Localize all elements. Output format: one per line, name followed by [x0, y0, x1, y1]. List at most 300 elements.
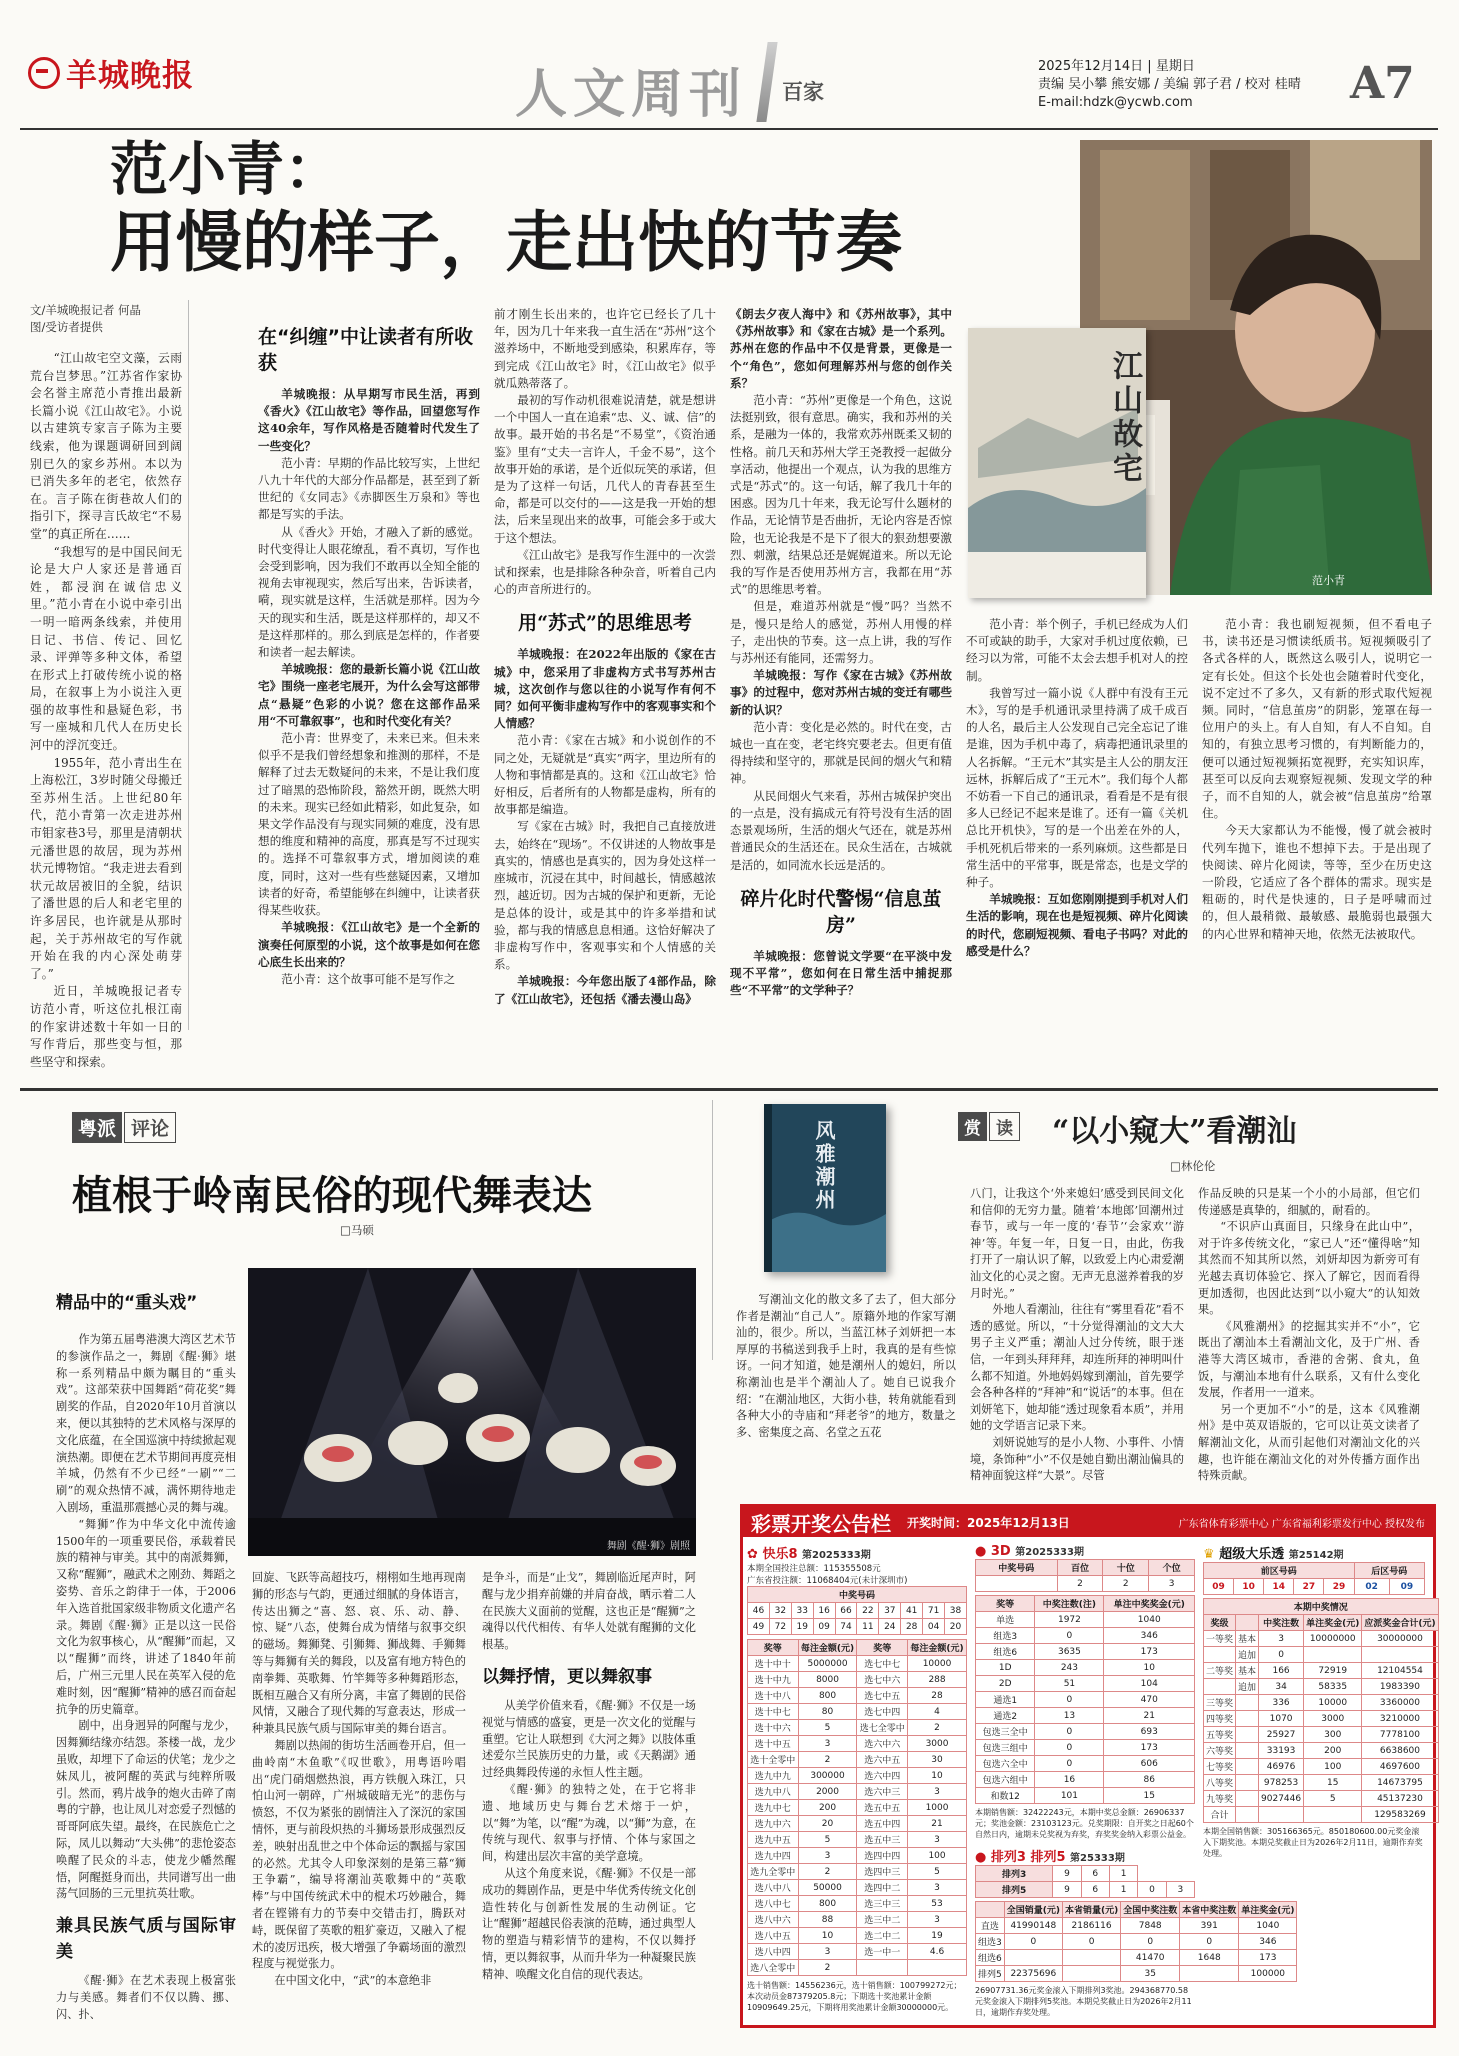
k8-prize-cell: 选五中五 — [857, 1800, 908, 1816]
k8-prize-cell: 4 — [908, 1704, 967, 1720]
k8-prize-cell: 53 — [908, 1896, 967, 1912]
d3-prize-cell: 173 — [1104, 1740, 1195, 1756]
k8-prize-cell: 3 — [908, 1912, 967, 1928]
p3-prize-cell: 组选3 — [976, 1934, 1005, 1950]
sports-icon: ● — [975, 1850, 987, 1865]
d3-prize-row — [976, 1772, 1195, 1788]
answer-2: 范小青：世界变了，未来已来。但未来似乎不是我们曾经想象和推测的那样，不是解释了过去无数疑问的未来，不是让我们度过了暗黑的恐怖阶段，豁然开朗，既然大明的未来。现实已经如此精彩，如此复杂，如果文学作品没有与现实同频的难度，没有思想的维度和精神的高度，那真是写不过现实的。选择不可靠叙事方式，增加阅读的难度，同时，这对一些有些慈疑因素，又增加读者的好奇，希望能够在纠缠中，让读者获得某些收获。 — [258, 731, 480, 918]
k8-prize-row — [748, 1960, 967, 1976]
dlt-prize-cell: 45137230 — [1362, 1791, 1438, 1807]
review-para-4: 刘妍说她写的是小人物、小事件、小情境，条饰种“小”不仅是她自勤出潮汕偏具的精神面貌这样“大景”。尽管 — [970, 1435, 1184, 1483]
k8-prize-cell: 选九中七 — [748, 1800, 799, 1816]
d3-prize-row — [976, 1708, 1195, 1724]
k8-section — [747, 1543, 967, 2013]
k8-prize-cell: 选九中六 — [748, 1816, 799, 1832]
question-2: 羊城晚报：您的最新长篇小说《江山故宅》围绕一座老宅展开，为什么会写这部带点“悬疑”色彩的小说？您在这部作品采用“不可靠叙事”，也和时代变化有关？ — [258, 662, 480, 728]
d3-prize-cell: 包选六组中 — [976, 1772, 1035, 1788]
dlt-prize-cell: 六等奖 — [1204, 1743, 1236, 1759]
p3-prize-cell: 0 — [1121, 1934, 1180, 1950]
k8-prize-cell: 5000000 — [798, 1656, 857, 1672]
dlt-prize-cell: 一等奖 — [1204, 1631, 1236, 1647]
d3-prize-cell: 86 — [1104, 1772, 1195, 1788]
k8-number: 04 — [923, 1619, 945, 1635]
k8-prize-cell: 选七中六 — [857, 1672, 908, 1688]
dlt-prize-cell: 五等奖 — [1204, 1727, 1236, 1743]
dance-c2-para-1: 回旋、飞跃等高超技巧，栩栩如生地再现南狮的形态与气韵，更通过细腻的身体语言，传达出狮之“喜、怒、哀、乐、动、静、惊、疑”八态，使舞台成为情绪与叙事交织的磁场。舞狮凳、引狮舞、狮战舞、手狮舞等与舞狮有关的舞段，以及富有地方特色的南拳舞、英歌舞、竹竿舞等多种舞蹈形态，既相互融合又有所分离，丰富了舞剧的民俗风情，又融合了现代舞的写意表达，形成一种兼具民族气质与国际审美的舞台语言。 — [252, 1571, 466, 1736]
book-cover-title: 江山故宅 — [1107, 350, 1142, 486]
qa-column-4 — [966, 616, 1188, 1030]
k8-number: 71 — [923, 1603, 945, 1619]
dlt-header: 单注奖金(元) — [1304, 1615, 1362, 1631]
dlt-numbers-table — [1203, 1562, 1425, 1595]
p5-number: 0 — [1138, 1882, 1166, 1898]
trophy-icon: ♛ — [1203, 1547, 1215, 1562]
review-para-1: 写潮汕文化的散文多了去了，但大部分作者是潮汕“自己人”。原籍外地的作家写潮汕的，很少。所以，当蓝江林子刘妍把一本厚厚的书稿送到我手上时，我真的是有些惊讶。一问才知道，她是潮州人的媳妇，所以称潮汕也是半个潮汕人了。她自已说我介绍：“在潮汕地区，大街小巷，转角就能看到各种大小的寺庙和“拜老爷”的地方，数量之多、密集度之高、名堂之五花 — [736, 1293, 956, 1439]
dlt-prize-cell: 129583269 — [1362, 1807, 1438, 1823]
d3-prize-row — [976, 1788, 1195, 1804]
k8-issue: 第2025333期 — [802, 1550, 871, 1561]
k8-prize-row — [748, 1752, 967, 1768]
dlt-prize-cell — [1304, 1647, 1362, 1663]
k8-prize-row — [748, 1848, 967, 1864]
dlt-prize-cell: 七等奖 — [1204, 1759, 1236, 1775]
p3-header: 单注奖金(元) — [1239, 1902, 1297, 1918]
dlt-front-label: 前区号码 — [1204, 1563, 1355, 1579]
d3-prize-cell: 10 — [1104, 1660, 1195, 1676]
dance-subhead-3: 以舞抒情，更以舞叙事 — [482, 1666, 652, 1687]
d3-prize-cell: 组选6 — [976, 1644, 1035, 1660]
answer-1b: 从《香火》开始，才融入了新的感觉。时代变得让人眼花缭乱，看不真切，写作也会受到影响，因为我们不敢再以全知全能的视角去审视现实，然后写出来，告诉读者，嗬，现实就是这样，生活就是那样。因为今天的现实和生活，既是这样那样的，却又不是这样那样的。那么到底是怎样的，作者要和读者一起去解读。 — [258, 524, 480, 660]
k8-prize-row — [748, 1944, 967, 1960]
p3-prize-cell: 1040 — [1239, 1918, 1297, 1934]
dlt-prize-cell: 三等奖 — [1204, 1695, 1236, 1711]
d3-prize-cell: 51 — [1035, 1676, 1104, 1692]
d3-prize-cell: 1040 — [1104, 1612, 1195, 1628]
main-byline — [30, 302, 170, 336]
k8-prize-row — [748, 1784, 967, 1800]
k8-prize-cell: 选六中四 — [857, 1768, 908, 1784]
d3-prize-cell: 通选1 — [976, 1692, 1035, 1708]
d3-digit-spacer — [976, 1576, 1058, 1592]
review-headline: “以小窥大”看潮汕 — [1052, 1114, 1297, 1149]
d3-prize-cell: 通选2 — [976, 1708, 1035, 1724]
dlt-prize-row — [1204, 1695, 1439, 1711]
intro-column — [30, 350, 182, 1069]
dlt-prize-row — [1204, 1759, 1439, 1775]
d3-digit-label: 百位 — [1057, 1560, 1103, 1576]
dlt-header — [1236, 1615, 1259, 1631]
d3-prize-cell: 单选 — [976, 1612, 1035, 1628]
dlt-back-label: 后区号码 — [1354, 1563, 1424, 1579]
p3-numbers-table — [975, 1865, 1195, 1898]
answer-3-cont: 前才刚生长出来的，也许它已经长了几十年，因为几十年来我一直生活在“苏州”这个滋养场中，不断地受到感染，积累库存，等到完成《江山故宅》时，《江山故宅》似乎就瓜熟蒂落了。 — [494, 307, 716, 390]
dlt-prize-cell: 9027446 — [1259, 1791, 1304, 1807]
k8-header: 奖等 — [857, 1640, 908, 1656]
dlt-prize-cell: 四等奖 — [1204, 1711, 1236, 1727]
dlt-prize-cell — [1236, 1775, 1259, 1791]
answer-8b: 今天大家都认为不能慢，慢了就会被时代列车抛下，谁也不想掉下去。于是出现了快阅读、碎片化阅读，等等，至少在历史这一阶段，它适应了各个群体的需求。现实是粗砺的，时代是快速的，日子是呼啸而过的，但人最稍微、最敏感、最脆弱也最强大的内心世界和精神天地，依然无法被取代。 — [1202, 823, 1432, 941]
dlt-front-number: 09 — [1204, 1579, 1234, 1595]
intro-para-2: “我想写的是中国民间无论是大户人家还是普通百姓，都浸润在诚信忠义里。”范小青在小说中牵引出一明一暗两条线索，并使用日记、书信、传记、回忆录、评弹等多种文体，希望在形式上打破传统小说的格局，在叙事上为小说注入更强的故事性和悬疑色彩，书写一座城和几代人在历史长河中的浮沉变迁。 — [30, 544, 182, 753]
d3-prize-cell: 0 — [1035, 1740, 1104, 1756]
intro-para-4: 近日，羊城晚报记者专访范小青，听这位扎根江南的作家讲述数十年如一日的写作背后，那些变与恒，那些坚守和探索。 — [30, 984, 182, 1069]
main-headline — [110, 135, 902, 281]
k8-prize-cell: 3000 — [908, 1736, 967, 1752]
k8-prize-cell: 选八中四 — [748, 1944, 799, 1960]
dance-photo — [248, 1268, 696, 1556]
k8-prize-cell: 选三中二 — [857, 1912, 908, 1928]
p3-number: 1 — [1109, 1866, 1137, 1882]
k8-prize-cell: 80 — [798, 1704, 857, 1720]
lottery-issuer: 广东省体育彩票中心 广东省福利彩票发行中心 授权发布 — [1178, 1518, 1425, 1530]
question-4: 羊城晚报：在2022年出版的《家在古城》中，您采用了非虚构方式书写苏州古城，这次创作与您以往的小说写作有何不同？如何平衡非虚构写作中的客观事实和个人情感？ — [494, 647, 716, 731]
k8-prize-cell: 选九中八 — [748, 1784, 799, 1800]
dlt-header: 奖级 — [1204, 1615, 1236, 1631]
dance-subhead-2: 兼具民族气质与国际审美 — [56, 1916, 236, 1963]
answer-4: 范小青：《家在古城》和小说创作的不同之处，无疑就是“真实”两字，里边所有的人物和事情都是真的。这和《江山故宅》恰好相反，后者所有的人物都是虚构，所有的故事都是编造。 — [494, 733, 716, 817]
dlt-prize-cell: 3360000 — [1362, 1695, 1438, 1711]
k8-prize-cell: 800 — [798, 1688, 857, 1704]
answer-5: 范小青：“苏州”更像是一个角色，这说法挺别致，很有意思。确实，我和苏州的关系，是融为一体的，我常欢苏州既柔又韧的性格。前几天和苏州大学王尧教授一起做分享活动，他提出一个观点，认为我的思维方式是“苏式”的。这一句话，解了我几十年的困惑。因为几十年来，我无论写什么题材的作品，无论情节是否曲折，无论内容是否惊险，也无论我是不是下了很大的狠劲想要激烈、刺激，结果总还是娓娓道来。所以无论我的写作是否使用苏州方言，我都在用“苏式”的思维思考着。 — [730, 393, 952, 597]
d3-issue: 第2025333期 — [1015, 1547, 1084, 1558]
k8-prize-cell: 选七全零中 — [857, 1720, 908, 1736]
k8-prize-cell: 选六中五 — [857, 1752, 908, 1768]
dlt-prize-cell: 追加 — [1236, 1679, 1259, 1695]
k8-name: 快乐8 — [762, 1547, 798, 1562]
k8-numbers-label: 中奖号码 — [748, 1587, 967, 1603]
k8-sales: 本期全国投注总额：115355508元 — [747, 1564, 881, 1574]
section-divider-icon — [756, 42, 777, 122]
k8-number: 32 — [769, 1603, 791, 1619]
k8-gd-sales: 广东省投注额：11068404元(未计深圳市) — [747, 1576, 908, 1586]
p3-header — [976, 1902, 1005, 1918]
dlt-prize-table — [1203, 1598, 1439, 1823]
k8-prize-cell: 选八中七 — [748, 1896, 799, 1912]
p3-prize-cell: 排列5 — [976, 1966, 1005, 1982]
k8-prize-row — [748, 1656, 967, 1672]
k8-prize-row — [748, 1832, 967, 1848]
k8-prize-cell: 选十中五 — [748, 1736, 799, 1752]
k8-prize-row — [748, 1800, 967, 1816]
k8-number: 16 — [813, 1603, 835, 1619]
p3-prize-cell — [1062, 1966, 1120, 1982]
k8-prize-cell: 选四中三 — [857, 1864, 908, 1880]
k8-prize-row — [748, 1688, 967, 1704]
d3-prize-cell: 693 — [1104, 1724, 1195, 1740]
d3-prize-row — [976, 1692, 1195, 1708]
k8-number: 74 — [835, 1619, 857, 1635]
k8-number: 66 — [835, 1603, 857, 1619]
p3-prize-cell: 0 — [1004, 1934, 1062, 1950]
k8-prize-cell: 选八中五 — [748, 1928, 799, 1944]
dlt-prize-cell: 30000000 — [1362, 1631, 1438, 1647]
dance-byline: □马硕 — [340, 1223, 374, 1237]
question-3: 羊城晚报：《江山故宅》是一个全新的演奏任何原型的小说，这个故事是如何在您心底生长出来的？ — [258, 920, 480, 969]
intro-para-3: 1955年，范小青出生在上海松江，3岁时随父母搬迁至苏州生活。上世纪80年代，范小青第一次走进苏州市钼家巷3号，那里是清朝状元潘世恩的故居，现为苏州状元博物馆。“我走进去看到状元故居被旧的全貌，结识了潘世恩的后人和老宅里的许多居民，也许就是从那时起，关于苏州故宅的写作就开始在我的内心深处萌芽了。” — [30, 755, 182, 981]
review-book-title: 风雅潮州 — [812, 1120, 836, 1212]
p3-prize-cell: 41470 — [1121, 1950, 1180, 1966]
k8-prize-cell — [908, 1960, 967, 1976]
dance-column-1 — [56, 1332, 236, 2022]
review-para-3: 外地人看潮汕，往往有“雾里看花”看不透的感觉。所以，“十分觉得潮汕的文大大男子主义严重；潮汕人过分传统，眼于迷信，一年到头拜拜拜，却连所拜的神明叫什么都不知道。外地妈妈嫁到潮汕，首先要学会各种各样的“拜神”和“说话”的本事。但在刘妍笔下，她却能“透过现象看本质”，并用她的文学语言记录下来。 — [970, 1303, 1184, 1433]
k8-prize-cell: 20 — [798, 1816, 857, 1832]
p3-prize-cell: 22375696 — [1004, 1966, 1062, 1982]
k8-prize-cell: 3 — [798, 1944, 857, 1960]
dance-photo-caption: 舞剧《醒·狮》剧照 — [606, 1541, 690, 1552]
p3-prize-cell: 7848 — [1121, 1918, 1180, 1934]
dlt-prize-cell: 200 — [1304, 1743, 1362, 1759]
dlt-back-number: 09 — [1389, 1579, 1424, 1595]
section-subtitle: 百家 — [782, 80, 824, 104]
k8-prize-table — [747, 1639, 967, 1976]
dlt-prize-cell: 八等奖 — [1204, 1775, 1236, 1791]
d3-prize-cell: 15 — [1104, 1788, 1195, 1804]
answer-1: 范小青：早期的作品比较写实，上世纪八九十年代的大部分作品都是，甚至到了新世纪的《女同志》《赤脚医生万泉和》等也都是写实的手法。 — [258, 455, 480, 522]
k8-prize-cell: 选八全零中 — [748, 1960, 799, 1976]
k8-prize-row — [748, 1912, 967, 1928]
dance-c2-para-2: 舞剧以热闹的街坊生活画卷开启，但一曲岭南“木鱼歌”《叹世歌》，用粤语吟唱出“虎门硝烟燃热浪，再方铁舰入珠江，只怕山河一朝碎，广州城破暗无光”的悲伤与愤怒，不仅为紧张的剧情注入了深沉的家国情怀，更与前段炽热的斗狮场景形成强烈反差，映射出乱世之中个体命运的飘摇与家国的必然。尤其令人印象深刻的是第三幕“狮王争霸”，编导将潮汕英歌舞中的“英歌棒”与中国传统武术中的棍术巧妙融合，舞者在铿锵有力的节奏中交错击打，腾跃对峙，既保留了英歌的粗犷豪迈，又融入了棍术的凌厉迅疾，极大增强了争霸场面的激烈程度与视觉张力。 — [252, 1738, 466, 1971]
dlt-prize-row — [1204, 1679, 1439, 1695]
k8-number: 24 — [879, 1619, 901, 1635]
dance-para-3: 剧中，出身迥异的阿醒与龙少，因舞狮结缘亦结怨。茶楼一战，龙少虽败，却埋下了命运的伏笔；龙少之妹凤儿，被阿醒的英武与纯粹所吸引。然而，鸦片战争的炮火击碎了南粤的宁静，也让凤儿对恋爱子烈憾的哥哥阿底失望。最终，在民族危亡之际，凤儿以舞动“大头佛”的悲怆姿态唤醒了民众的斗志，使龙少幡然醒悟，阿醒挺身而出，共同谱写出一曲荡气回肠的三元里抗英壮歌。 — [56, 1719, 236, 1901]
k8-footer: 选十销售额：14556236元，选十销售额：100799272元；本次动员金87379205.8元；下期选十奖池累计金额10909649.25元，下期将用奖池累计金额30000000元。 — [747, 1981, 962, 2012]
p3-prize-table — [975, 1901, 1297, 1982]
d3-prize-row — [976, 1756, 1195, 1772]
dlt-prize-cell: 14673795 — [1362, 1775, 1438, 1791]
k8-prize-cell: 4.6 — [908, 1944, 967, 1960]
dlt-prize-cell — [1304, 1807, 1362, 1823]
welfare-icon: ● — [975, 1544, 987, 1559]
k8-number: 33 — [791, 1603, 813, 1619]
answer-8: 范小青：我也刷短视频，但不看电子书，读书还是习惯读纸质书。短视频吸引了各式各样的人，既然这么吸引人，说明它一定有长处。但这个长处也会随着时代变化，说不定过不了多久，又有新的形式取代短视频。同时，“信息茧房”的阴影，笼罩在每一位用户的头上。有人自知，有人不自知。自知的，有独立思考习惯的，有判断能力的，便可以通过短视频拓宽视野，充实知识库，甚至可以反向去观察短视频、发现文学的种子，而不自知的人，就会被“信息茧房”给罩住。 — [1202, 617, 1432, 821]
k8-prize-row — [748, 1736, 967, 1752]
dlt-prize-cell: 12104554 — [1362, 1663, 1438, 1679]
p3-prize-cell: 173 — [1239, 1950, 1297, 1966]
k8-prize-cell: 选七中七 — [857, 1656, 908, 1672]
k8-prize-cell: 选八中八 — [748, 1880, 799, 1896]
dance-c3-para-3: 《醒·狮》的独特之处，在于它将非遗、地域历史与舞台艺术熔于一炉，以“舞”为笔，以“醒”为魂，以“狮”为意，在传统与现代、叙事与抒情、个体与家国之间，构建出层次丰富的美学意境。 — [482, 1782, 696, 1864]
d3-prize-cell: 包选三组中 — [976, 1740, 1035, 1756]
tag-yuepai: 粤派 — [72, 1112, 122, 1143]
dlt-prize-cell — [1236, 1695, 1259, 1711]
dlt-prize-cell: 4697600 — [1362, 1759, 1438, 1775]
clover-icon: ✿ — [747, 1547, 758, 1562]
dlt-header: 中奖注数 — [1259, 1615, 1304, 1631]
dlt-prize-cell: 基本 — [1236, 1663, 1259, 1679]
k8-prize-cell: 300000 — [798, 1768, 857, 1784]
k8-prize-cell: 选四中四 — [857, 1848, 908, 1864]
dlt-prize-cell: 3210000 — [1362, 1711, 1438, 1727]
dlt-prize-cell: 1983390 — [1362, 1679, 1438, 1695]
d3-header: 中奖注数(注) — [1035, 1596, 1104, 1612]
k8-prize-cell: 选九全零中 — [748, 1864, 799, 1880]
p3-row1-label: 排列3 — [976, 1866, 1053, 1882]
k8-prize-cell: 选十中六 — [748, 1720, 799, 1736]
dlt-prize-cell: 46976 — [1259, 1759, 1304, 1775]
k8-number: 38 — [945, 1603, 967, 1619]
k8-prize-cell: 3 — [908, 1880, 967, 1896]
answer-3b: 最初的写作动机很难说清楚，就是想讲一个中国人一直在追索“忠、义、诚、信”的故事。最开始的书名是“不易堂”，《资治通鉴》里有“丈夫一言许人，千金不易”，这个故事开始的承诺，是个近似玩笑的承诺，但是为了这样一句话，几代人的青春甚至生命，都是可以交付的——这是我一开始的想法，后来呈现出来的故事，可能会多于或大于这个想法。 — [494, 393, 716, 545]
k8-prize-cell: 选六中六 — [857, 1736, 908, 1752]
dlt-prize-cell: 九等奖 — [1204, 1791, 1236, 1807]
review-para-6: “不识庐山真面目，只缘身在此山中”，对于许多传统文化，“家已人”还“懂得啥”知其然而不知其所以然，刘妍却因为新旁可有光越去真切体验它、探入了解它，因而看得更加透彻，也因此达到“以小窥大”的认知效果。 — [1198, 1220, 1420, 1317]
lottery-draw-time: 开奖时间：2025年12月13日 — [907, 1515, 1070, 1530]
d3-prize-cell: 13 — [1035, 1708, 1104, 1724]
d3-prize-cell: 0 — [1035, 1692, 1104, 1708]
dlt-front-number: 10 — [1234, 1579, 1264, 1595]
k8-prize-cell: 30 — [908, 1752, 967, 1768]
dlt-prize-cell — [1259, 1807, 1304, 1823]
answer-3c: 《江山故宅》是我写作生涯中的一次尝试和探索，也是排除各种杂音，听着自己内心的声音所进行的。 — [494, 547, 716, 597]
dlt-prize-row — [1204, 1775, 1439, 1791]
p3-prize-cell: 41990148 — [1004, 1918, 1062, 1934]
d3-prize-cell: 1972 — [1035, 1612, 1104, 1628]
k8-prize-row — [748, 1816, 967, 1832]
qa-column-5 — [1202, 616, 1432, 1030]
answer-4b: 写《家在古城》时，我把自己直接放进去，始终在“现场”。不仅讲述的人物故事是真实的，情感也是真实的，因为身处这样一座城市，沉浸在其中，时间越长，情感越浓烈，越近切。因为古城的保护和更新，无论是总体的设计，或是其中的许多举措和试验，都与我的情感息息相通。这恰好解决了非虚构写作中，客观事实和个人情感的关系。 — [494, 819, 716, 972]
k8-prize-cell: 10 — [908, 1768, 967, 1784]
p5-number: 3 — [1166, 1882, 1194, 1898]
p3-issue: 第25333期 — [1070, 1853, 1125, 1864]
answer-5b: 但是，难道苏州就是“慢”吗？当然不是，慢只是给人的感觉，苏州人用慢的样子，走出快的节奏。这一点上讲，我的写作与苏州还有能同，还需努力。 — [730, 599, 952, 666]
p3-prize-cell — [1180, 1966, 1239, 1982]
d3-prize-cell: 16 — [1035, 1772, 1104, 1788]
byline-writer: 文/羊城晚报记者 何晶 — [30, 303, 142, 317]
p3-prize-cell: 0 — [1062, 1934, 1120, 1950]
dlt-prize-cell — [1236, 1743, 1259, 1759]
p3-prize-row — [976, 1918, 1297, 1934]
k8-prize-cell: 2 — [798, 1960, 857, 1976]
dlt-prize-cell: 166 — [1259, 1663, 1304, 1679]
d3-prize-row — [976, 1612, 1195, 1628]
d3-prize-cell: 104 — [1104, 1676, 1195, 1692]
k8-prize-cell: 选三中三 — [857, 1896, 908, 1912]
p3-footer: 26907731.36元奖金滚入下期排列3奖池。294368770.58元奖金滚入下期排列5奖池。本期兑奖截止日为2026年2月11日，逾期作弃奖处理。 — [975, 1986, 1192, 2017]
p5-number: 9 — [1053, 1882, 1081, 1898]
issue-date: 2025年12月14日 — [1038, 59, 1144, 74]
logo-text: 羊城晚报 — [66, 58, 194, 94]
k8-prize-cell: 88 — [798, 1912, 857, 1928]
dlt-prize-row — [1204, 1727, 1439, 1743]
p3-header: 全国中奖注数 — [1121, 1902, 1180, 1918]
d3-prize-row — [976, 1724, 1195, 1740]
k8-prize-cell: 19 — [908, 1928, 967, 1944]
k8-prize-cell: 3 — [798, 1736, 857, 1752]
dlt-prize-cell — [1204, 1679, 1236, 1695]
logo-emblem-icon — [28, 57, 60, 89]
k8-prize-cell — [857, 1960, 908, 1976]
d3-name: 3D — [990, 1544, 1011, 1559]
d3-digit: 2 — [1103, 1576, 1149, 1592]
intro-para-1: “江山故宅空文藻，云雨荒台岂梦思。”江苏省作家协会名誉主席范小青推出最新长篇小说《江山故宅》。小说以古建筑专家言子陈为主要线索，他为课题调研回到阔别已久的家乡苏州。本以为已消失多年的老宅，依然存在。言子陈在街巷故人们的指引下，探寻言氏故宅“不易堂”的真正所在…… — [30, 351, 182, 541]
question-1: 羊城晚报：从早期写市民生活，再到《香火》《江山故宅》等作品，回望您写作这40余年，写作风格是否随着时代发生了一些变化？ — [258, 387, 480, 453]
p3-prize-row — [976, 1950, 1297, 1966]
k8-prize-row — [748, 1768, 967, 1784]
review-para-2: 八门，让我这个‘外来媳妇’感受到民间文化和信仰的无穷力量。随着‘本地郎’回潮州过春节，或与一年一度的‘春节’‘会家欢’‘游神’等。年复一年，日复一日，由此，伤我打开了一扇认识了解，以致爱上内心肃爱潮汕文化的心灵之窗。无声无息滋养着我的岁月时光。” — [970, 1187, 1184, 1300]
dlt-prize-cell: 58335 — [1304, 1679, 1362, 1695]
tag-pinglun: 评论 — [124, 1112, 176, 1143]
book-cover — [968, 328, 1146, 598]
k8-prize-row — [748, 1928, 967, 1944]
p3-prize-cell: 35 — [1121, 1966, 1180, 1982]
k8-prize-cell: 选十中九 — [748, 1672, 799, 1688]
dance-c3-para-4: 从这个角度来说，《醒·狮》不仅是一部成功的舞剧作品，更是中华优秀传统文化创造性转化与创新性发展的生动例证。它让“醒狮”超越民俗表演的范畴，通过典型人物的塑造与精彩情节的建构，不仅以舞抒情，更以舞叙事，从而升华为一种凝聚民族精神、唤醒文化自信的现代表达。 — [482, 1866, 696, 1981]
k8-prize-cell: 10000 — [908, 1656, 967, 1672]
k8-number: 46 — [748, 1603, 770, 1619]
k8-prize-cell: 1000 — [908, 1800, 967, 1816]
k8-prize-cell: 2 — [798, 1752, 857, 1768]
k8-prize-cell: 21 — [908, 1816, 967, 1832]
dlt-prize-cell — [1236, 1727, 1259, 1743]
contact-email: E-mail:hdzk@ycwb.com — [1038, 95, 1193, 110]
section-separator — [20, 1088, 1438, 1091]
d3-prize-cell: 0 — [1035, 1724, 1104, 1740]
dlt-prize-row — [1204, 1743, 1439, 1759]
k8-prize-cell: 288 — [908, 1672, 967, 1688]
dlt-prize-row — [1204, 1631, 1439, 1647]
answer-7: 范小青：举个例子，手机已经成为人们不可或缺的助手，大家对手机过度依赖，已经习以为常，可能不太会去想手机对人的控制。 — [966, 617, 1188, 683]
question-5-cont: 《朗去夕夜人海中》和《苏州故事》，其中《苏州故事》和《家在古城》是一个系列。苏州在您的作品中不仅是背景，更像是一个“角色”，您如何理解苏州与您的创作关系？ — [730, 307, 952, 390]
tag-du: 读 — [989, 1112, 1020, 1141]
k8-prize-cell: 100 — [908, 1848, 967, 1864]
k8-prize-cell: 2 — [798, 1864, 857, 1880]
k8-number: 19 — [791, 1619, 813, 1635]
k8-prize-cell: 选四中二 — [857, 1880, 908, 1896]
k8-prize-row — [748, 1896, 967, 1912]
p3-prize-cell: 0 — [1180, 1934, 1239, 1950]
dlt-issue: 第25142期 — [1288, 1550, 1344, 1561]
p3-prize-cell: 直选 — [976, 1918, 1005, 1934]
k8-number: 11 — [857, 1619, 879, 1635]
review-column-3 — [1198, 1186, 1420, 1486]
dlt-prize-cell: 0 — [1259, 1647, 1304, 1663]
p5-number: 1 — [1109, 1882, 1137, 1898]
k8-prize-cell: 2 — [908, 1720, 967, 1736]
dlt-prize-cell: 978253 — [1259, 1775, 1304, 1791]
dance-para-4: 《醒·狮》在艺术表现上极富张力与美感。舞者们不仅以腾、挪、闪、扑、 — [56, 1974, 236, 2021]
p3-row2-label: 排列5 — [976, 1882, 1053, 1898]
dlt-prize-cell — [1236, 1759, 1259, 1775]
review-byline: □林伦伦 — [1170, 1159, 1216, 1173]
qa-column-2 — [494, 306, 716, 1030]
review-para-8: 另一个更加不“小”的是，这本《风雅潮州》是中英双语版的，它可以让英文读者了解潮汕文化，从而引起他们对潮汕文化的兴趣，也许能在潮汕文化的对外传播方面作出特殊贡献。 — [1198, 1402, 1420, 1483]
d3-prize-cell: 2D — [976, 1676, 1035, 1692]
dlt-prize-cell: 合计 — [1204, 1807, 1236, 1823]
p3-prize-cell: 391 — [1180, 1918, 1239, 1934]
k8-prize-cell: 选九中四 — [748, 1848, 799, 1864]
dlt-footer: 本期全国销售额：305166365元。850180600.00元奖金滚入下期奖池。本期兑奖截止日为2026年2月11日，逾期作弃奖处理。 — [1203, 1827, 1423, 1858]
section-title: 人文周刊 — [515, 64, 748, 125]
d3-prize-cell: 3635 — [1035, 1644, 1104, 1660]
d3-prize-cell: 470 — [1104, 1692, 1195, 1708]
k8-prize-cell: 28 — [908, 1688, 967, 1704]
dlt-prize-cell — [1236, 1711, 1259, 1727]
k8-prize-row — [748, 1880, 967, 1896]
column-tag — [72, 1112, 176, 1143]
d3-prize-cell: 0 — [1035, 1756, 1104, 1772]
d3-prize-table — [975, 1595, 1195, 1804]
d3-prize-cell: 21 — [1104, 1708, 1195, 1724]
page-number: A7 — [1350, 58, 1415, 109]
k8-prize-cell: 选九中九 — [748, 1768, 799, 1784]
column-rule — [188, 300, 189, 1030]
issue-meta: 2025年12月14日 | 星期日 责编 吴小攀 熊安娜 / 美编 郭子君 / 校对 桂晴 E-mail:hdzk@ycwb.com — [1038, 58, 1367, 112]
k8-prize-cell: 200 — [798, 1800, 857, 1816]
dlt-prize-cell: 33193 — [1259, 1743, 1304, 1759]
lion-dance-stage-illustration — [248, 1268, 696, 1556]
answer-3: 范小青：这个故事可能不是写作之 — [281, 971, 456, 986]
subhead-3: 碎片化时代警惕“信息茧房” — [740, 887, 942, 936]
